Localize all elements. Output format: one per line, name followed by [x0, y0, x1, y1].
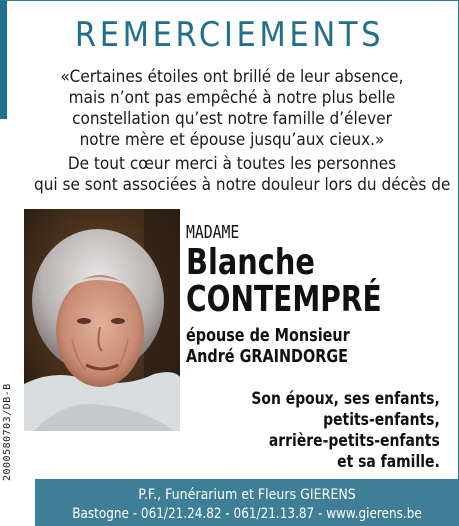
family-line: petits-enfants, — [323, 410, 440, 430]
reference-code: 2000580703/DB-B — [2, 383, 13, 481]
family-line: Son époux, ses enfants, — [251, 389, 440, 409]
honorific: MADAME — [186, 222, 240, 243]
deceased-last-name: CONTEMPRÉ — [186, 279, 382, 320]
quote-line: notre mère et épouse jusqu’aux cieux.» — [79, 130, 385, 150]
funeral-home-contact: Bastogne - 061/21.24.82 - 061/21.13.87 - www.gierens.be — [72, 506, 422, 522]
family-signature — [252, 389, 440, 473]
quote-line: mais n’ont pas empêché à notre plus belle — [68, 88, 396, 108]
portrait-illustration — [24, 209, 180, 431]
quote-text — [34, 67, 430, 151]
thanks-line: qui se sont associées à notre douleur lors du décès de — [34, 175, 451, 195]
accent-side-bar — [0, 1, 7, 119]
spouse-info — [186, 325, 350, 367]
family-line: et sa famille. — [337, 452, 440, 472]
notice-title: REMERCIEMENTS — [74, 15, 385, 55]
funeral-home-name: P.F., Funérarium et Fleurs GIERENS — [138, 487, 356, 503]
spouse-line: André GRAINDORGE — [186, 346, 348, 367]
family-line: arrière-petits-enfants — [269, 431, 440, 451]
deceased-first-name: Blanche — [186, 242, 315, 283]
spouse-line: épouse de Monsieur — [186, 325, 350, 346]
portrait-photo — [24, 209, 180, 431]
thanks-line: De tout cœur merci à toutes les personnes — [67, 154, 397, 174]
funeral-home-footer — [35, 479, 459, 526]
thanks-text — [34, 154, 451, 196]
quote-line: constellation qu’est notre famille d’élever — [72, 109, 392, 129]
quote-line: «Certaines étoiles ont brillé de leur absence, — [60, 67, 404, 87]
